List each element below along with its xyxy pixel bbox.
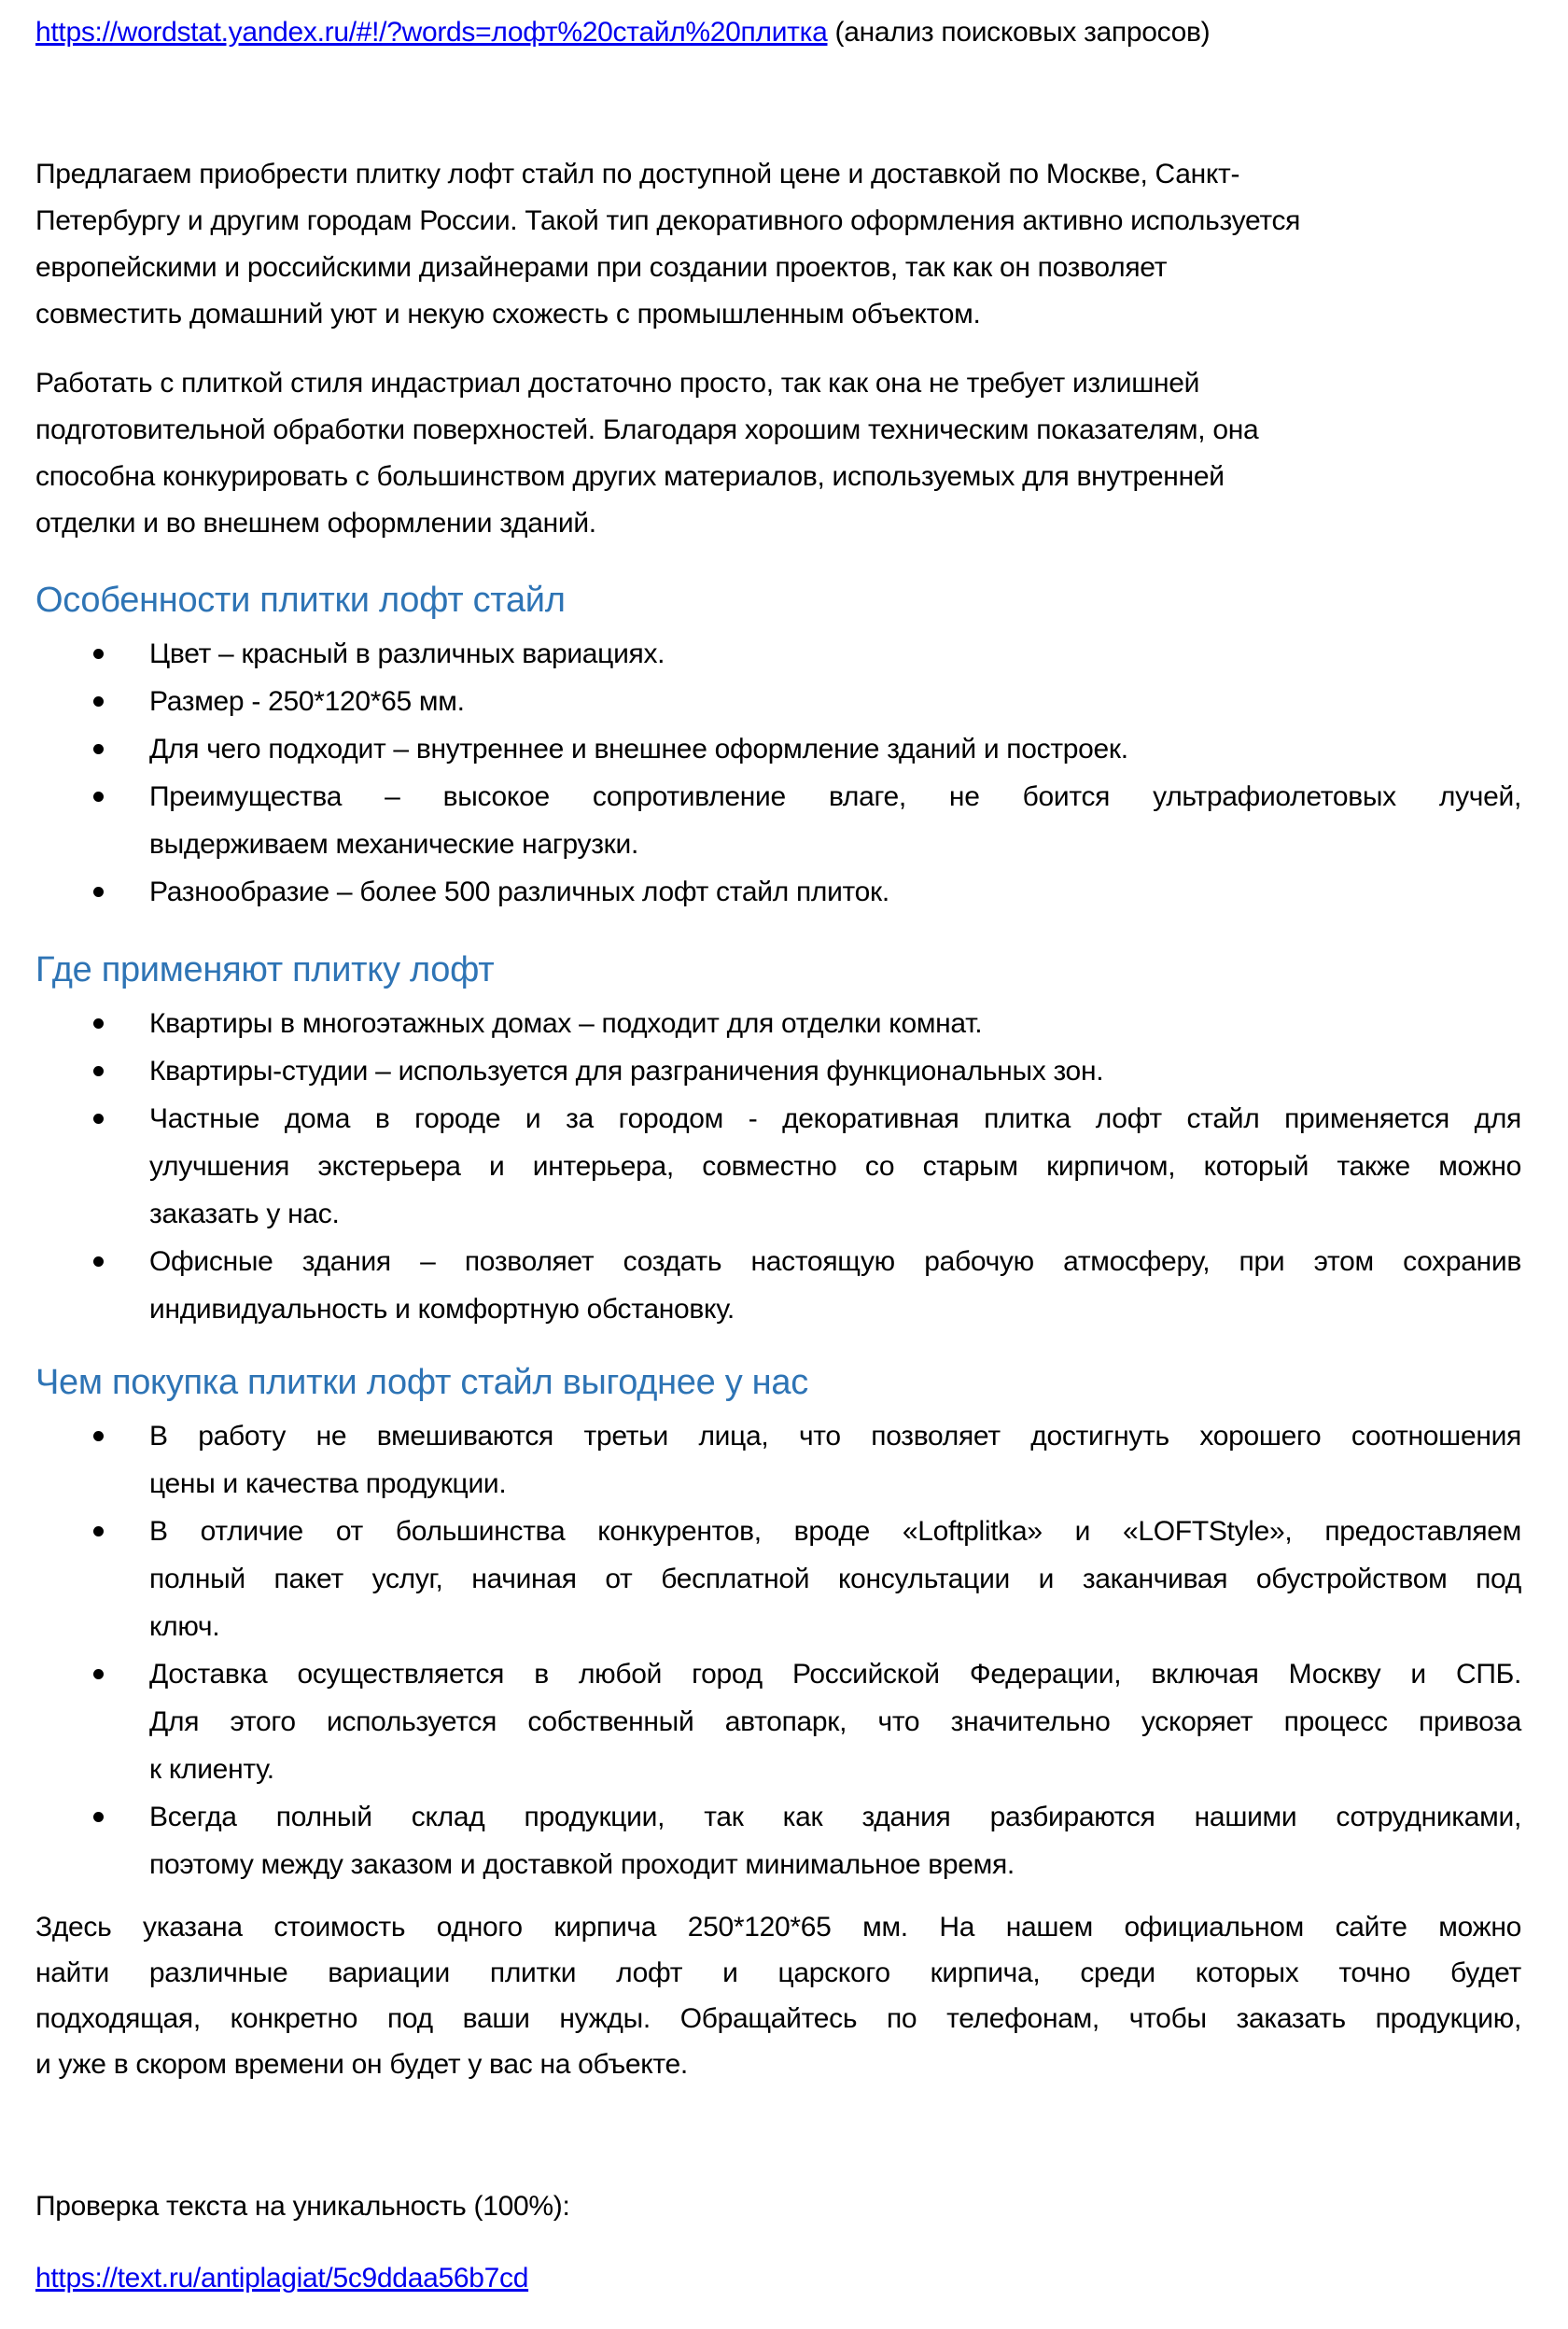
text-line: Офисные здания – позволяет создать настоящую рабочую атмосферу, при этом сохранив <box>149 1246 1521 1277</box>
wordstat-link[interactable]: https://wordstat.yandex.ru/#!/?words=лофт%20стайл%20плитка <box>35 17 828 48</box>
text-line: выдерживаем механические нагрузки. <box>149 829 638 860</box>
features-list <box>35 630 1521 916</box>
section-heading-features: Особенности плитки лофт стайл <box>35 581 566 620</box>
bullet-icon <box>93 1526 104 1536</box>
bullet-icon <box>93 792 104 802</box>
list-item <box>35 1650 1521 1793</box>
bullet-icon <box>93 744 104 754</box>
list-item <box>35 1793 1521 1888</box>
list-item <box>35 1238 1521 1333</box>
text-line: совместить домашний уют и некую схожесть с промышленным объектом. <box>35 299 981 330</box>
text-line: Петербургу и другим городам России. Такой тип декоративного оформления активно используется <box>35 205 1301 236</box>
text-line: Предлагаем приобрести плитку лофт стайл по доступной цене и доставкой по Москве, Санкт- <box>35 159 1240 189</box>
intro-paragraph-2 <box>35 360 1521 547</box>
text-line: Для чего подходит – внутреннее и внешнее оформление зданий и построек. <box>149 734 1128 765</box>
text-line: подходящая, конкретно под ваши нужды. Обращайтесь по телефонам, чтобы заказать продукцию, <box>35 2003 1521 2034</box>
bullet-icon <box>93 696 104 707</box>
text-line: Для этого используется собственный автопарк, что значительно ускоряет процесс привоза <box>149 1706 1521 1737</box>
text-line: Частные дома в городе и за городом - декоративная плитка лофт стайл применяется для <box>149 1103 1521 1134</box>
closing-paragraph <box>35 1904 1521 2087</box>
text-line: Работать с плиткой стиля индастриал достаточно просто, так как она не требует излишней <box>35 368 1200 399</box>
text-line: В работу не вмешиваются третьи лица, что позволяет достигнуть хорошего соотношения <box>149 1421 1521 1452</box>
text-line: Цвет – красный в различных вариациях. <box>149 638 665 669</box>
text-line: подготовительной обработки поверхностей. Благодаря хорошим техническим показателям, она <box>35 414 1259 445</box>
list-item <box>35 678 1521 725</box>
bullet-icon <box>93 649 104 659</box>
text-line: полный пакет услуг, начиная от бесплатной консультации и заканчивая обустройством под <box>149 1564 1521 1594</box>
list-item <box>35 1095 1521 1238</box>
text-line: Квартиры-студии – используется для разграничения функциональных зон. <box>149 1056 1104 1087</box>
list-item <box>35 1508 1521 1650</box>
bullet-icon <box>93 1812 104 1822</box>
text-line: ключ. <box>149 1611 220 1642</box>
advantages-list <box>35 1412 1521 1888</box>
text-line: к клиенту. <box>149 1754 274 1785</box>
intro-paragraph-1 <box>35 151 1521 338</box>
list-item <box>35 1412 1521 1508</box>
text-line: улучшения экстерьера и интерьера, совместно со старым кирпичом, который также можно <box>149 1151 1521 1182</box>
text-line: В отличие от большинства конкурентов, вроде «Loftplitka» и «LOFTStyle», предоставляем <box>149 1516 1521 1547</box>
text-line: заказать у нас. <box>149 1199 340 1229</box>
text-line: Разнообразие – более 500 различных лофт стайл плиток. <box>149 877 889 907</box>
uniqueness-label: Проверка текста на уникальность (100%): <box>35 2191 570 2222</box>
bullet-icon <box>93 1431 104 1441</box>
list-item <box>35 630 1521 678</box>
text-line: Квартиры в многоэтажных домах – подходит для отделки комнат. <box>149 1008 983 1039</box>
bullet-icon <box>93 1018 104 1029</box>
antiplagiat-line <box>35 2255 1521 2302</box>
section-heading-advantages: Чем покупка плитки лофт стайл выгоднее у нас <box>35 1363 808 1402</box>
wordstat-line <box>35 9 1521 56</box>
text-line: Преимущества – высокое сопротивление влаге, не боится ультрафиолетовых лучей, <box>149 781 1521 812</box>
text-line: Доставка осуществляется в любой город Российской Федерации, включая Москву и СПБ. <box>149 1659 1521 1690</box>
list-item <box>35 725 1521 773</box>
text-line: Размер - 250*120*65 мм. <box>149 686 465 717</box>
document-page <box>35 0 1521 2302</box>
text-line: Здесь указана стоимость одного кирпича 250*120*65 мм. На нашем официальном сайте можно <box>35 1912 1521 1943</box>
text-line: способна конкурировать с большинством других материалов, используемых для внутренней <box>35 461 1225 492</box>
bullet-icon <box>93 1066 104 1076</box>
text-line: цены и качества продукции. <box>149 1468 507 1499</box>
wordstat-note: (анализ поисковых запросов) <box>827 17 1211 48</box>
text-line: Всегда полный склад продукции, так как здания разбираются нашими сотрудниками, <box>149 1802 1521 1832</box>
list-item <box>35 773 1521 868</box>
usage-list <box>35 1000 1521 1333</box>
text-line: отделки и во внешнем оформлении зданий. <box>35 508 596 539</box>
list-item <box>35 1047 1521 1095</box>
text-line: и уже в скором времени он будет у вас на объекте. <box>35 2049 688 2080</box>
bullet-icon <box>93 1256 104 1267</box>
list-item <box>35 868 1521 916</box>
text-line: поэтому между заказом и доставкой проходит минимальное время. <box>149 1849 1015 1880</box>
text-line: найти различные вариации плитки лофт и царского кирпича, среди которых точно будет <box>35 1957 1521 1988</box>
bullet-icon <box>93 1114 104 1124</box>
list-item <box>35 1000 1521 1047</box>
text-line: европейскими и российскими дизайнерами при создании проектов, так как он позволяет <box>35 252 1168 283</box>
antiplagiat-link[interactable]: https://text.ru/antiplagiat/5c9ddaa56b7cd <box>35 2263 529 2294</box>
section-heading-usage: Где применяют плитку лофт <box>35 950 495 989</box>
bullet-icon <box>93 1669 104 1679</box>
text-line: индивидуальность и комфортную обстановку. <box>149 1294 735 1325</box>
bullet-icon <box>93 887 104 897</box>
